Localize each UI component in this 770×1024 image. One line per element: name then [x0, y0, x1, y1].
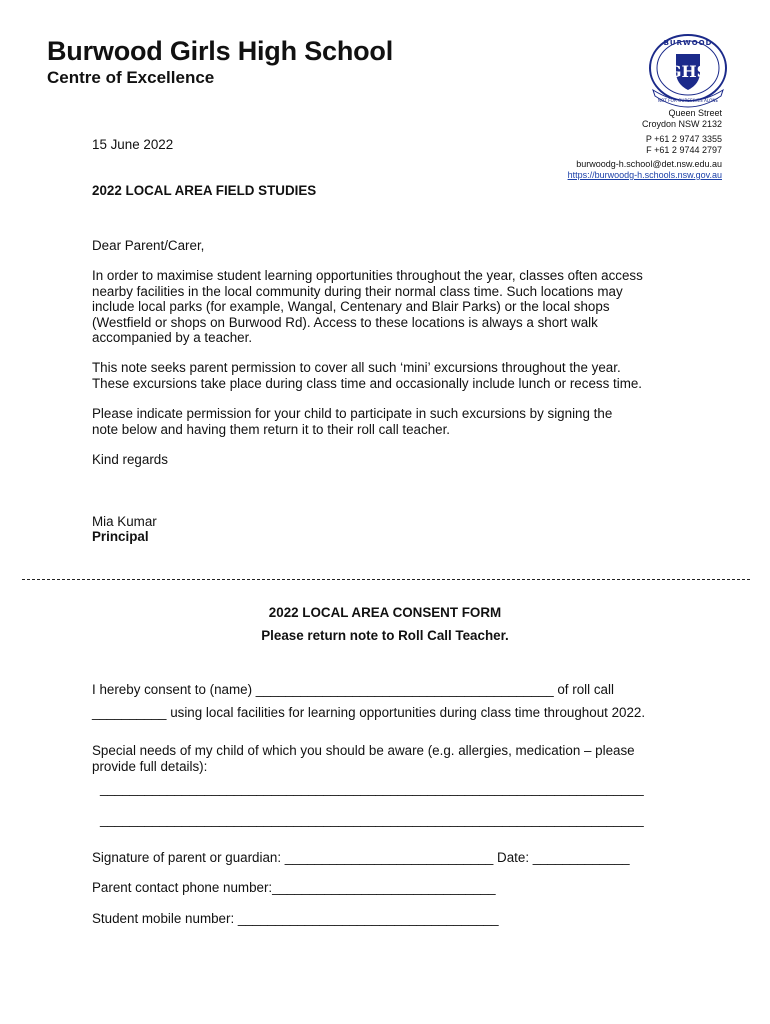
tear-off-divider [22, 579, 750, 580]
school-subtitle: Centre of Excellence [47, 68, 215, 87]
logo-monogram: GHS [667, 62, 709, 81]
paragraph-2: This note seeks parent permission to cover all such ‘mini’ excursions throughout the year. These excursions take place during class time and occasionally include lunch or recess time. [92, 360, 643, 391]
logo-top-text: BURWOOD [663, 39, 713, 47]
school-crest-logo [647, 32, 729, 108]
website-link[interactable]: https://burwoodg-h.schools.nsw.gov.au [567, 170, 722, 180]
letter-heading: 2022 LOCAL AREA FIELD STUDIES [92, 183, 317, 198]
address-street: Queen Street [668, 108, 722, 118]
logo-motto: NOT FOR OURSELVES ALONE [657, 98, 719, 103]
paragraph-3: Please indicate permission for your child to participate in such excursions by signing the note below and having them return it to their roll call teacher. [92, 406, 613, 437]
phone-number: P +61 2 9747 3355 [645, 134, 722, 144]
letter-date: 15 June 2022 [92, 137, 174, 152]
fax-number: F +61 2 9744 2797 [646, 145, 722, 155]
signatory-name: Mia Kumar [92, 514, 157, 529]
special-needs-prompt: Special needs of my child of which you should be aware (e.g. allergies, medication – please provide full details): [92, 743, 635, 774]
special-needs-blank-2[interactable]: _________________________________________________________________________ [100, 812, 644, 827]
consent-line-name[interactable]: I hereby consent to (name) ________________________________________ of roll call [92, 682, 614, 697]
paragraph-1: In order to maximise student learning opportunities throughout the year, classes often access nearby facilities in the local community during their normal class time. Such locations may include local parks (for example, Wangal, Centenary and Blair Parks) or the local shops (Westfield or shops on Burwood Rd). Access to these locations is always a short walk accompanied by a teacher. [92, 268, 643, 345]
form-title: 2022 LOCAL AREA CONSENT FORM [268, 605, 502, 620]
signatory-title: Principal [92, 529, 149, 544]
closing: Kind regards [92, 452, 168, 467]
address-suburb: Croydon NSW 2132 [641, 119, 722, 129]
contact-numbers [646, 134, 722, 156]
parent-phone-line[interactable]: Parent contact phone number:______________________________ [92, 880, 496, 895]
consent-line-rollcall[interactable]: __________ using local facilities for learning opportunities during class time throughout 2022. [92, 705, 646, 720]
address-block [642, 108, 722, 130]
school-name: Burwood Girls High School [47, 36, 394, 66]
form-instruction: Please return note to Roll Call Teacher. [261, 628, 509, 643]
student-mobile-line[interactable]: Student mobile number: ___________________________________ [92, 911, 499, 926]
email-address: burwoodg-h.school@det.nsw.edu.au [576, 159, 722, 169]
special-needs-blank-1[interactable]: _________________________________________________________________________ [100, 781, 644, 796]
signature-date-line[interactable]: Signature of parent or guardian: ____________________________ Date: _____________ [92, 850, 630, 865]
online-contacts [568, 159, 722, 181]
salutation: Dear Parent/Carer, [92, 238, 205, 253]
